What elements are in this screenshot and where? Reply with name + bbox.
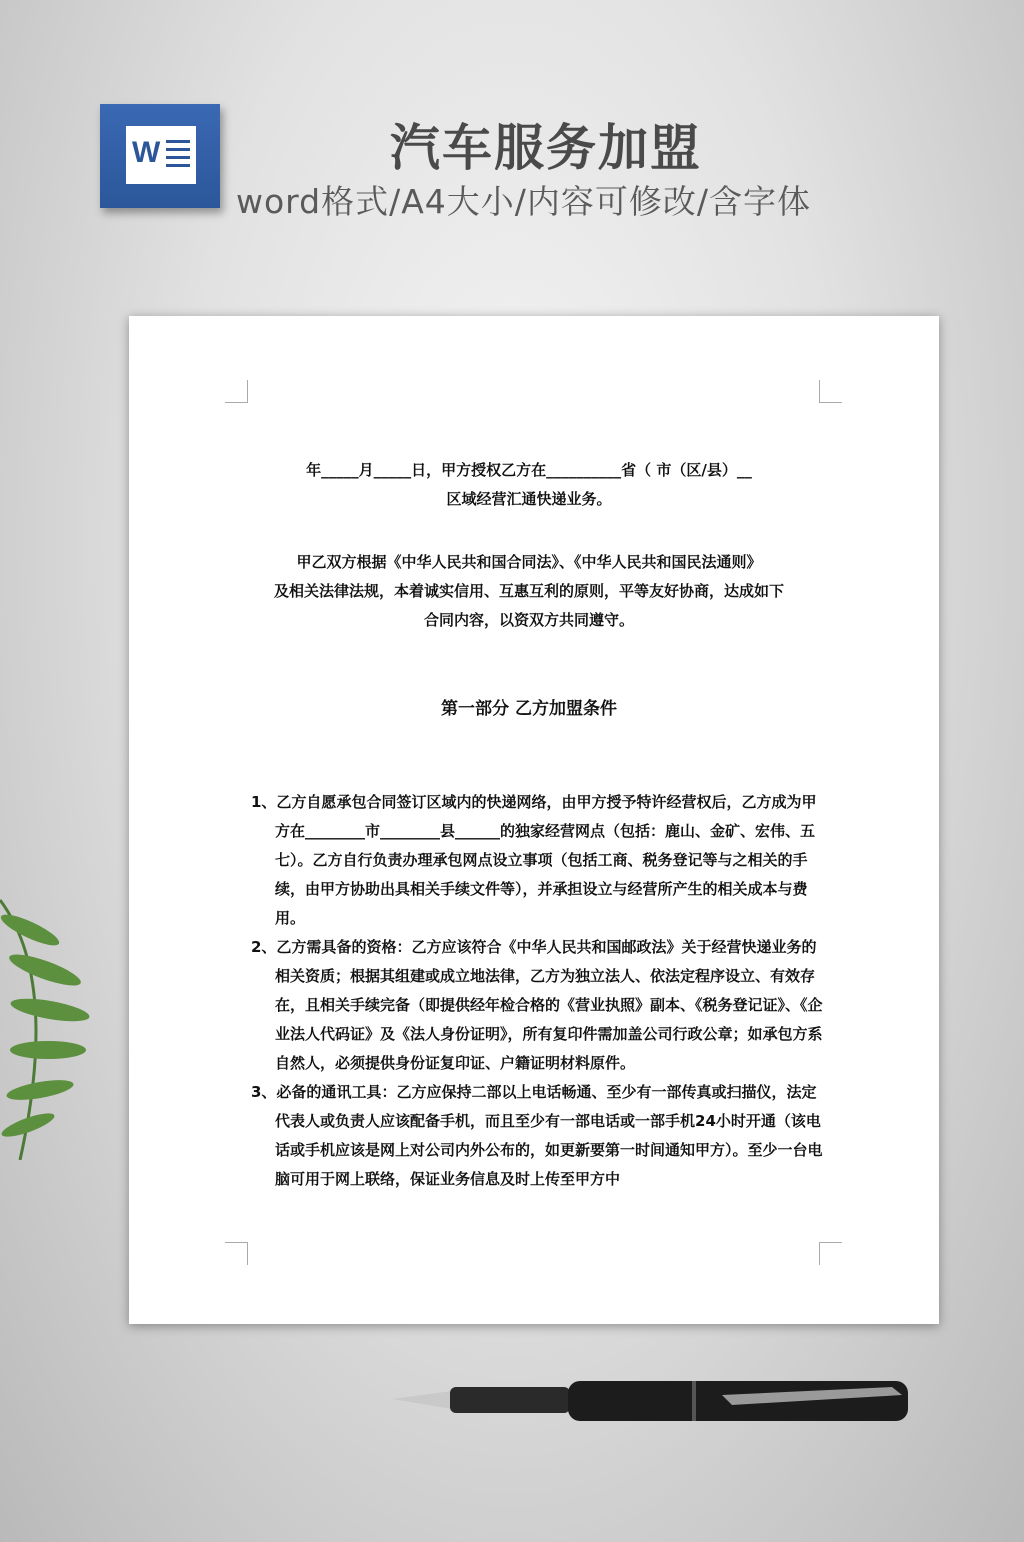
intro-line: 合同内容，以资双方共同遵守。 — [423, 611, 634, 629]
leaf-decoration-icon — [0, 860, 120, 1160]
fountain-pen-icon — [392, 1365, 922, 1435]
clause: 3、必备的通讯工具：乙方应保持二部以上电话畅通、至少有一部传真或扫描仪，法定代表人或负责人应该配备手机，而且至少有一部电话或一部手机24小时开通（该电话或手机应该是网上对公司内外公布的，如更新要第一时间通知甲方）。至少一台电脑可用于网上联络，保证业务信息及时上传至甲方中 — [251, 1083, 823, 1188]
page-subtitle: word格式/A4大小/内容可修改/含字体 — [236, 182, 812, 221]
page-title: 汽车服务加盟 — [390, 119, 702, 177]
margin-mark-bottom-right — [819, 1242, 842, 1265]
document-page — [129, 316, 939, 1324]
margin-mark-bottom-left — [225, 1242, 248, 1265]
intro-paragraph — [229, 548, 829, 635]
intro-line: 及相关法律法规，本着诚实信用、互惠互利的原则，平等友好协商，达成如下 — [273, 582, 784, 600]
intro-line: 甲乙双方根据《中华人民共和国合同法》、《中华人民共和国民法通则》 — [296, 553, 762, 571]
word-icon-letter: W — [132, 136, 161, 169]
document-body — [229, 456, 829, 1194]
word-icon — [100, 104, 220, 208]
margin-mark-top-right — [819, 380, 842, 403]
section-title: 第一部分 乙方加盟条件 — [441, 699, 617, 719]
margin-mark-top-left — [225, 380, 248, 403]
clause: 1、乙方自愿承包合同签订区域内的快递网络，由甲方授予特许经营权后，乙方成为甲方在________市________县______的独家经营网点（包括：鹿山、金矿、宏伟、五七）。乙方自行负责办理承包网点设立事项（包括工商、税务登记等与之相关的手续，由甲方协助出具相关手续文件等），并承担设立与经营所产生的相关成本与费用。 — [251, 793, 817, 927]
authorization-line: 区域经营汇通快递业务。 — [446, 490, 612, 508]
clause: 2、乙方需具备的资格：乙方应该符合《中华人民共和国邮政法》关于经营快递业务的相关资质；根据其组建或成立地法律，乙方为独立法人、依法定程序设立、有效存在，且相关手续完备（即提供经年检合格的《营业执照》副本、《税务登记证》、《企业法人代码证》及《法人身份证明》，所有复印件需加盖公司行政公章；如承包方系自然人，必须提供身份证复印证、户籍证明材料原件。 — [251, 938, 823, 1072]
authorization-line: 年_____月_____日，甲方授权乙方在__________省（ 市（区/县）__ — [306, 461, 752, 479]
word-icon-sheet — [126, 126, 196, 184]
